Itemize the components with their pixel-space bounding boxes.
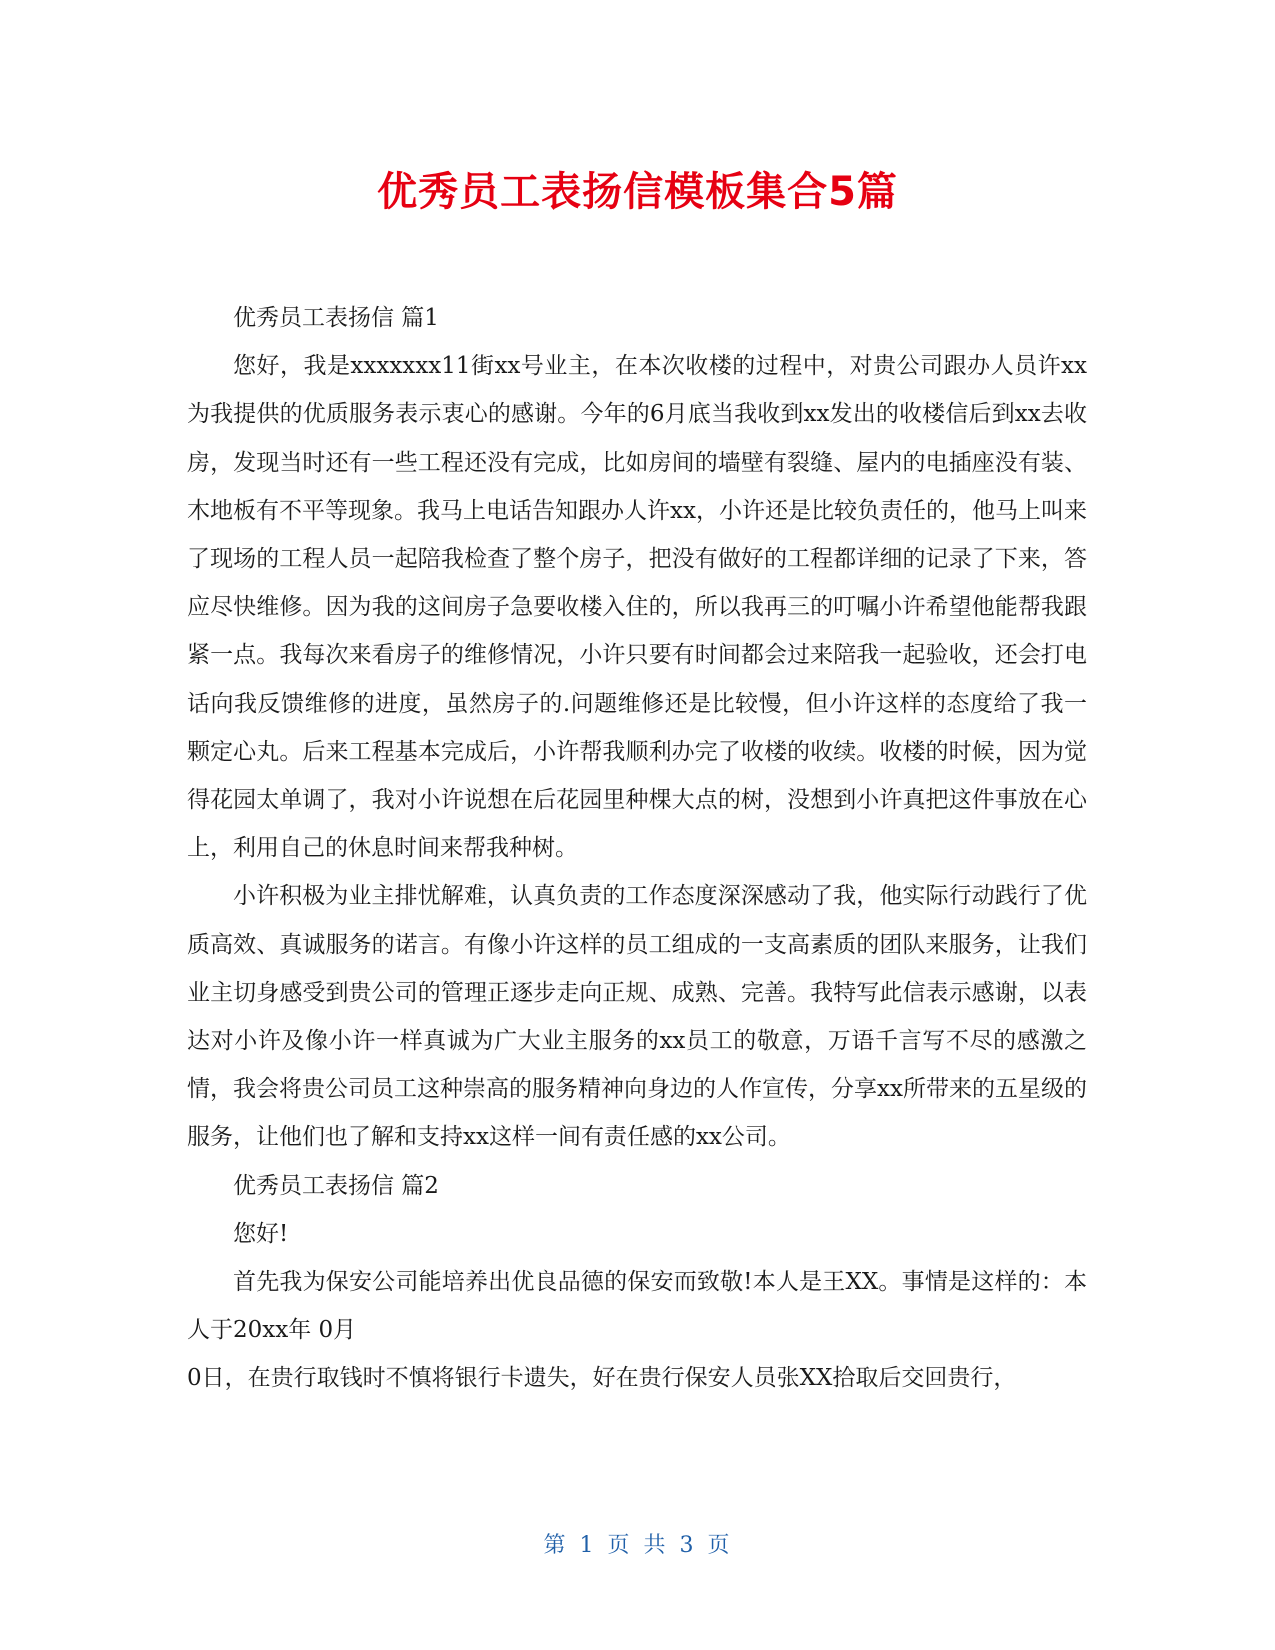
footer-page-unit-2: 页 [707,1533,732,1558]
paragraph: 您好! [233,1220,289,1247]
footer-total-label: 共 [643,1533,668,1558]
paragraph: 首先我为保安公司能培养出优良品德的保安而致敬!本人是王XX。事情是这样的：本人于20xx年 0月 [187,1269,1087,1344]
paragraph-continuation: 0日，在贵行取钱时不慎将银行卡遗失，好在贵行保安人员张XX拾取后交回贵行， [187,1365,1017,1392]
page-footer [0,1528,1275,1559]
footer-page-unit: 页 [607,1533,632,1558]
footer-page-label: 第 [543,1533,568,1558]
section-heading-2: 优秀员工表扬信 篇2 [233,1172,439,1199]
page-title: 优秀员工表扬信模板集合5篇 [377,169,898,215]
document-body [187,294,1087,1403]
footer-total-pages: 3 [679,1533,696,1558]
paragraph: 您好，我是xxxxxxx11街xx号业主，在本次收楼的过程中，对贵公司跟办人员许xx为我提供的优质服务表示衷心的感谢。今年的6月底当我收到xx发出的收楼信后到xx去收房，发现当时还有一些工程还没有完成，比如房间的墙壁有裂缝、屋内的电插座没有装、木地板有不平等现象。我马上电话告知跟办人许xx，小许还是比较负责任的，他马上叫来了现场的工程人员一起陪我检查了整个房子，把没有做好的工程都详细的记录了下来，答应尽快维修。因为我的这间房子急要收楼入住的，所以我再三的叮嘱小许希望他能帮我跟紧一点。我每次来看房子的维修情况，小许只要有时间都会过来陪我一起验收，还会打电话向我反馈维修的进度，虽然房子的.问题维修还是比较慢，但小许这样的态度给了我一颗定心丸。后来工程基本完成后，小许帮我顺利办完了收楼的收续。收楼的时候，因为觉得花园太单调了，我对小许说想在后花园里种棵大点的树，没想到小许真把这件事放在心上，利用自己的休息时间来帮我种树。 [187,353,1087,862]
paragraph: 小许积极为业主排忧解难，认真负责的工作态度深深感动了我，他实际行动践行了优质高效、真诚服务的诺言。有像小许这样的员工组成的一支高素质的团队来服务，让我们业主切身感受到贵公司的管理正逐步走向正规、成熟、完善。我特写此信表示感谢，以表达对小许及像小许一样真诚为广大业主服务的xx员工的敬意，万语千言写不尽的感激之情，我会将贵公司员工这种崇高的服务精神向身边的人作宣传，分享xx所带来的五星级的服务，让他们也了解和支持xx这样一间有责任感的xx公司。 [187,883,1087,1151]
footer-current-page: 1 [579,1533,596,1558]
section-heading-1: 优秀员工表扬信 篇1 [233,305,439,331]
